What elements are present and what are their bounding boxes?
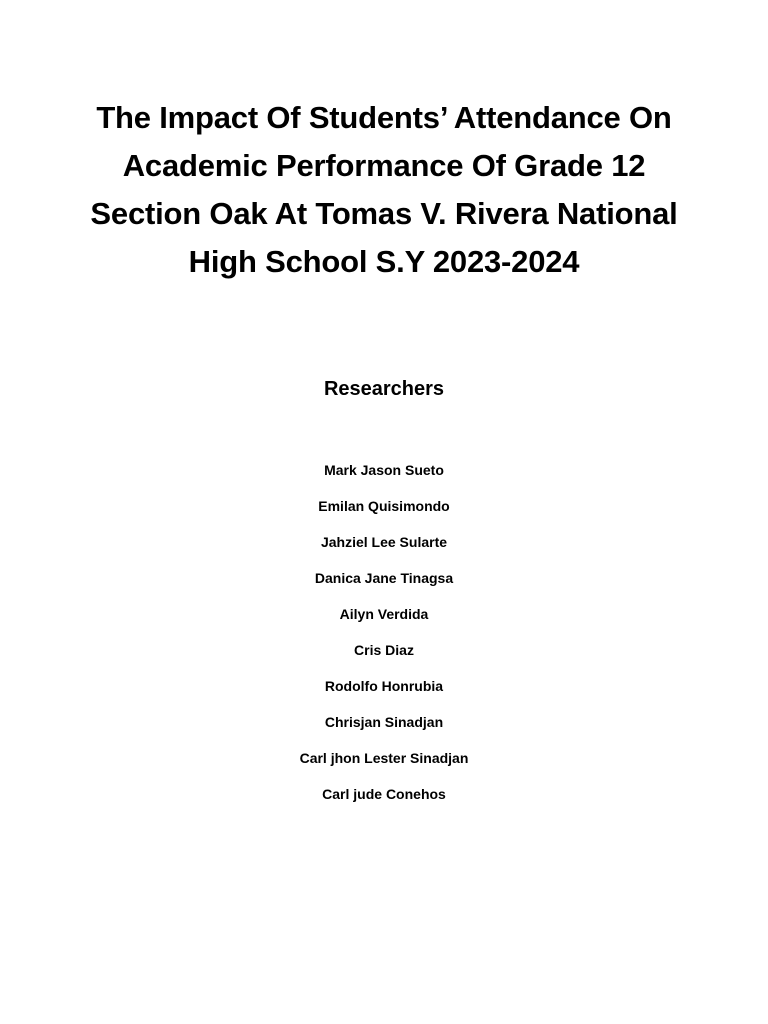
researcher-name: Ailyn Verdida xyxy=(339,606,429,622)
title-line-4: High School S.Y 2023-2024 xyxy=(188,244,580,279)
researcher-name: Jahziel Lee Sularte xyxy=(320,534,448,550)
researcher-name: Carl jhon Lester Sinadjan xyxy=(299,750,469,766)
researchers-list xyxy=(0,452,768,812)
title-line-3: Section Oak At Tomas V. Rivera National xyxy=(90,196,678,231)
researcher-name: Carl jude Conehos xyxy=(322,786,446,802)
document-title xyxy=(60,94,708,286)
researcher-name: Mark Jason Sueto xyxy=(324,462,444,478)
researchers-heading: Researchers xyxy=(323,378,445,400)
researcher-name: Rodolfo Honrubia xyxy=(324,678,444,694)
title-line-1: The Impact Of Students’ Attendance On xyxy=(96,100,672,135)
researcher-name: Cris Diaz xyxy=(354,642,414,658)
researcher-name: Chrisjan Sinadjan xyxy=(324,714,444,730)
researcher-name: Emilan Quisimondo xyxy=(318,498,450,514)
title-line-2: Academic Performance Of Grade 12 xyxy=(122,148,646,183)
researcher-name: Danica Jane Tinagsa xyxy=(314,570,454,586)
